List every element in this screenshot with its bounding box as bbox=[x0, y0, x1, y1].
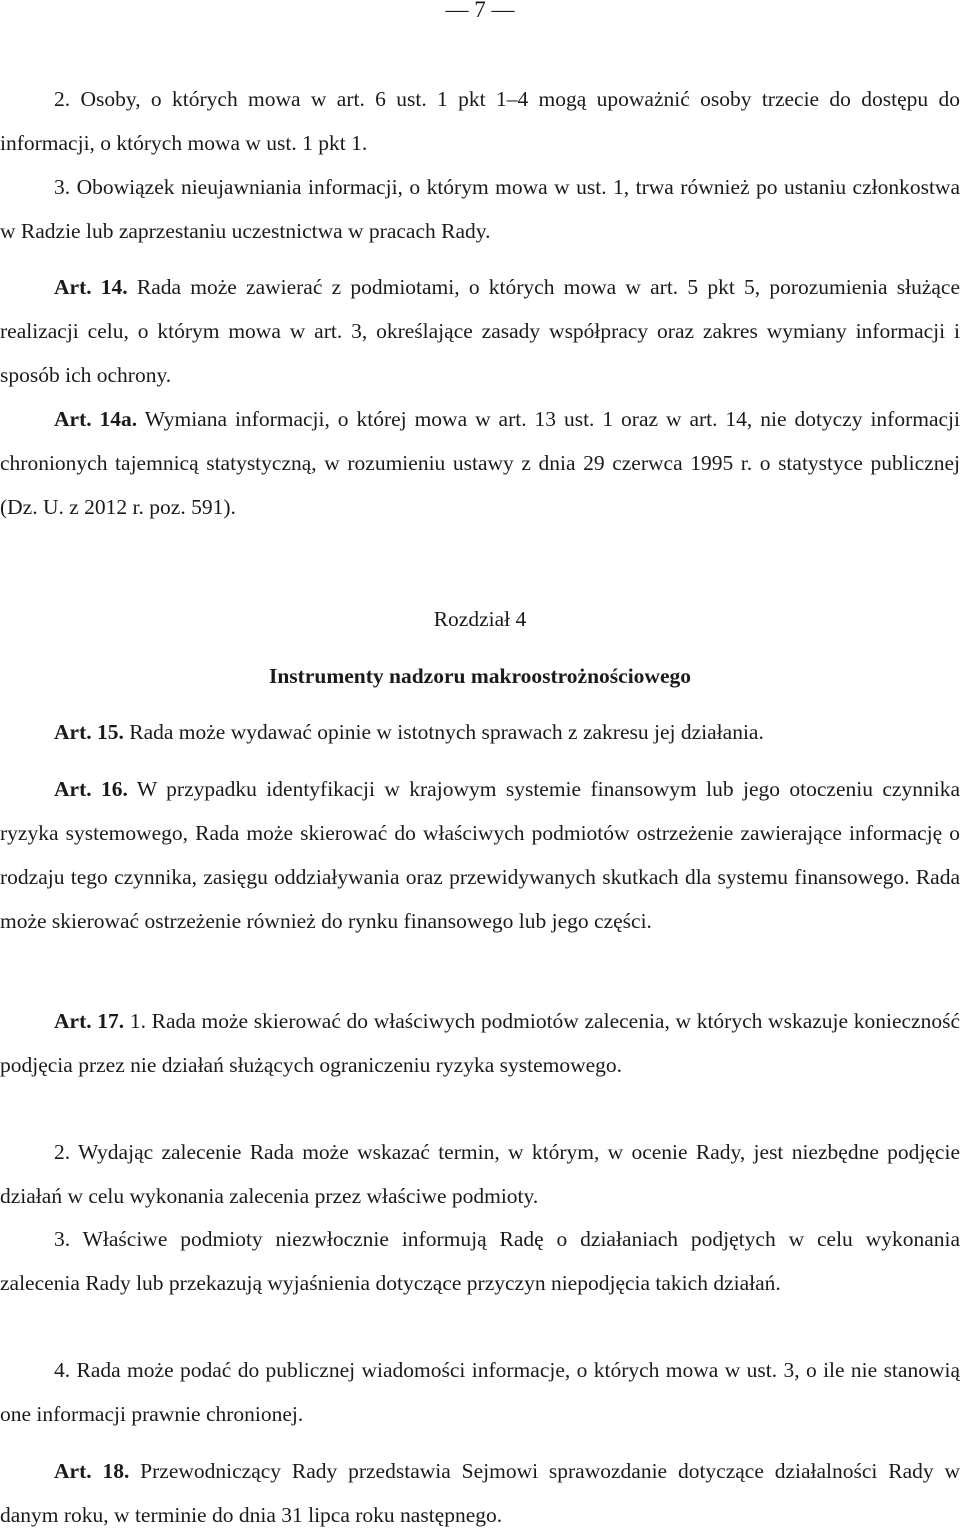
article-text: Wymiana informacji, o której mowa w art. 13 ust. 1 oraz w art. 14, nie dotyczy informacji chronionych tajemnicą statystyczną, w rozumieniu ustawy z dnia 29 czerwca 1995 r. o statystyce publicznej (Dz. U. z 2012 r. poz. 591). bbox=[0, 407, 960, 519]
article-17-ust3 bbox=[0, 1217, 960, 1305]
article-text: 1. Rada może skierować do właściwych podmiotów zalecenia, w których wskazuje konieczność podjęcia przez nie działań służących ograniczeniu ryzyka systemowego. bbox=[0, 1009, 960, 1077]
article-text: Rada może wydawać opinie w istotnych sprawach z zakresu jej działania. bbox=[123, 720, 764, 744]
chapter-title bbox=[0, 654, 960, 698]
article-text: W przypadku identyfikacji w krajowym systemie finansowym lub jego otoczeniu czynnika ryzyka systemowego, Rada może skierować do właściwych podmiotów ostrzeżenie zawierające informację o rodzaju tego czynnika, zasięgu oddziaływania oraz przewidywanych skutkach dla systemu finansowego. Rada może skierować ostrzeżenie również do rynku finansowego lub jego części. bbox=[0, 777, 960, 933]
article-16 bbox=[0, 767, 960, 943]
chapter-number-text: Rozdział 4 bbox=[433, 607, 527, 631]
paragraph-art13-ust2 bbox=[0, 77, 960, 165]
article-17-ust2 bbox=[0, 1130, 960, 1218]
chapter-number bbox=[0, 597, 960, 641]
article-14 bbox=[0, 265, 960, 397]
article-17-ust1 bbox=[0, 999, 960, 1087]
article-label: Art. 16. bbox=[54, 777, 128, 801]
paragraph-text: 2. Wydając zalecenie Rada może wskazać termin, w którym, w ocenie Rady, jest niezbędne podjęcie działań w celu wykonania zalecenia przez właściwe podmioty. bbox=[0, 1140, 960, 1208]
article-label: Art. 14a. bbox=[54, 407, 138, 431]
article-15 bbox=[0, 710, 960, 754]
article-text: Rada może zawierać z podmiotami, o których mowa w art. 5 pkt 5, porozumienia służące realizacji celu, o którym mowa w art. 3, określające zasady współpracy oraz zakres wymiany informacji i sposób ich ochrony. bbox=[0, 275, 960, 387]
chapter-title-text: Instrumenty nadzoru makroostrożnościowego bbox=[268, 664, 692, 688]
article-text: Przewodniczący Rady przedstawia Sejmowi sprawozdanie dotyczące działalności Rady w danym roku, w terminie do dnia 31 lipca roku następnego. bbox=[0, 1459, 960, 1527]
paragraph-text: 4. Rada może podać do publicznej wiadomości informacje, o których mowa w ust. 3, o ile nie stanowią one informacji prawnie chronionej. bbox=[0, 1358, 960, 1426]
article-label: Art. 17. bbox=[54, 1009, 125, 1033]
article-14a bbox=[0, 397, 960, 529]
paragraph-text: 2. Osoby, o których mowa w art. 6 ust. 1 pkt 1–4 mogą upoważnić osoby trzecie do dostępu do informacji, o których mowa w ust. 1 pkt 1. bbox=[0, 87, 960, 155]
paragraph-text: 3. Obowiązek nieujawniania informacji, o którym mowa w ust. 1, trwa również po ustaniu członkostwa w Radzie lub zaprzestaniu uczestnictwa w pracach Rady. bbox=[0, 175, 960, 243]
page-number: — 7 — bbox=[445, 0, 515, 22]
article-18 bbox=[0, 1449, 960, 1537]
paragraph-text: 3. Właściwe podmioty niezwłocznie informują Radę o działaniach podjętych w celu wykonania zalecenia Rady lub przekazują wyjaśnienia dotyczące przyczyn niepodjęcia takich działań. bbox=[0, 1227, 960, 1295]
article-label: Art. 15. bbox=[54, 720, 124, 744]
article-label: Art. 18. bbox=[54, 1459, 130, 1483]
paragraph-art13-ust3 bbox=[0, 165, 960, 253]
article-label: Art. 14. bbox=[54, 275, 128, 299]
article-17-ust4 bbox=[0, 1348, 960, 1436]
